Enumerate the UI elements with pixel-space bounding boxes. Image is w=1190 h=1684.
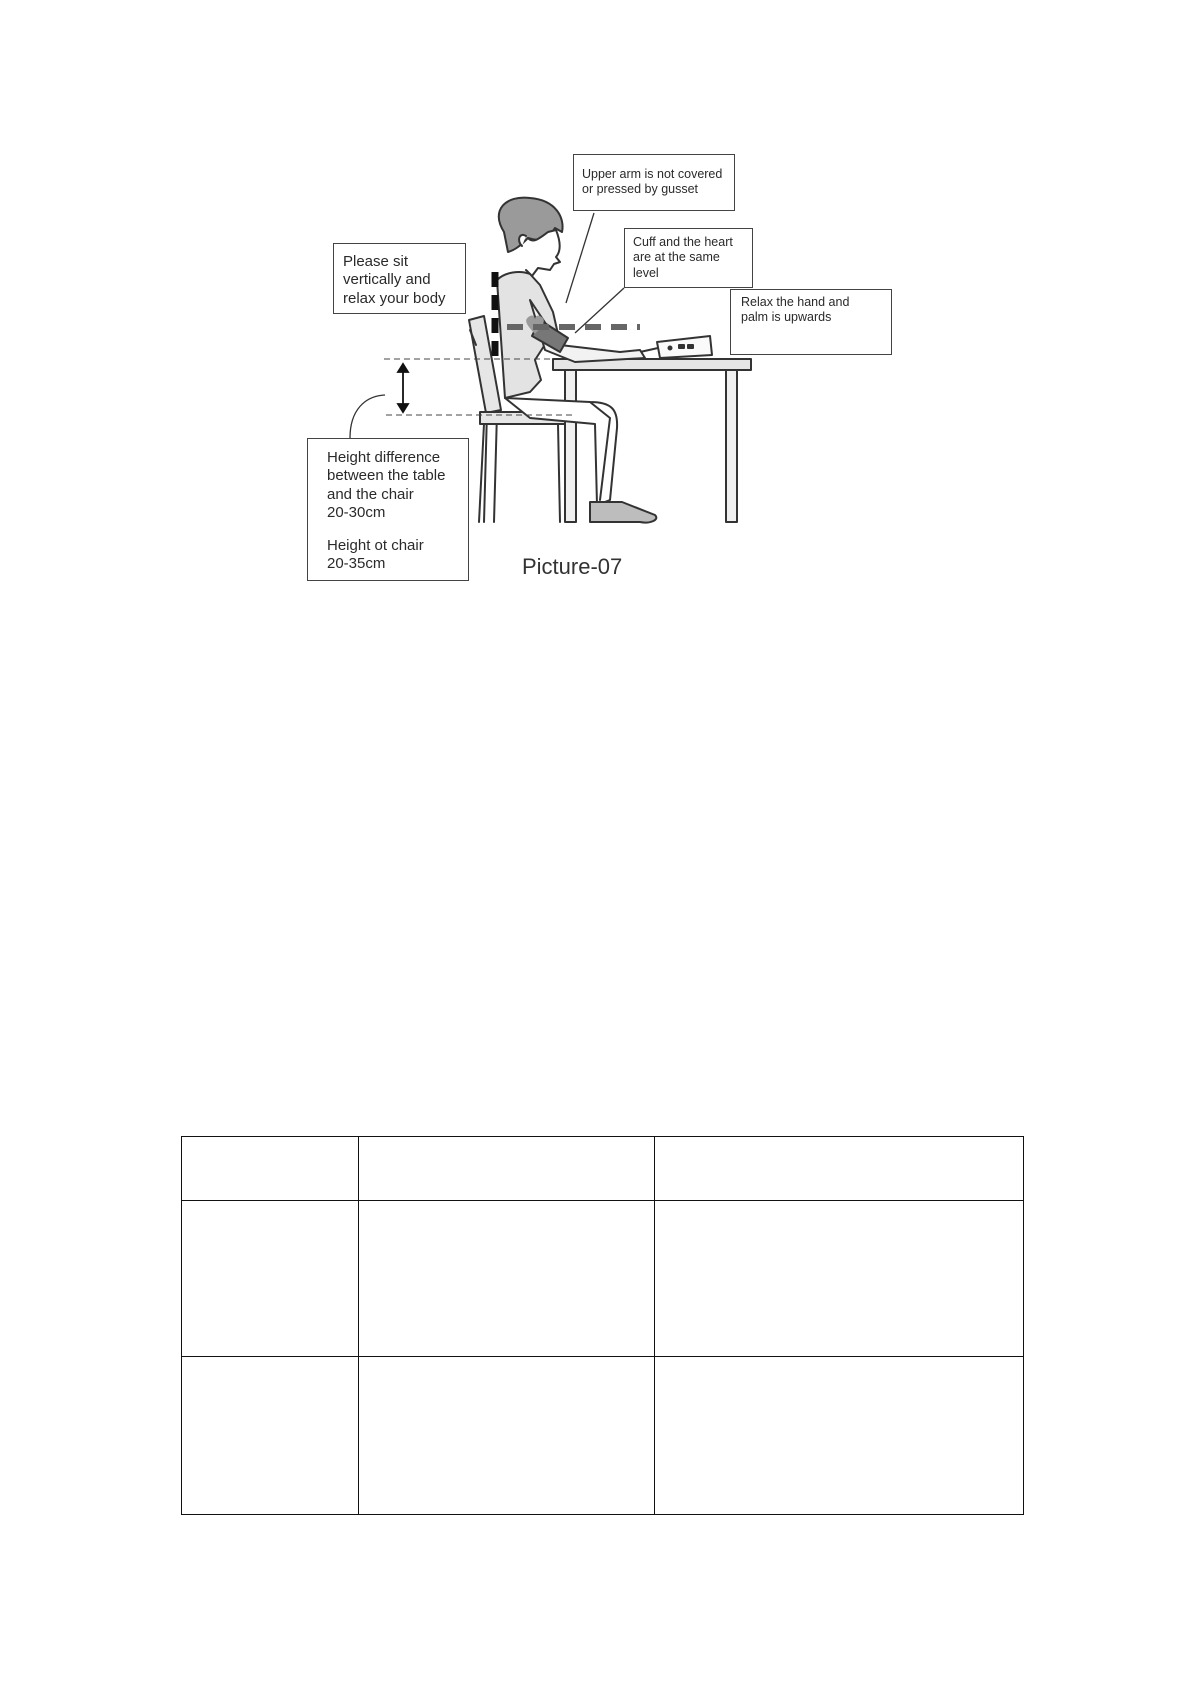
- table-cell: [655, 1137, 1024, 1201]
- table-cell: [182, 1137, 359, 1201]
- callout-text: Upper arm is not covered: [582, 167, 723, 181]
- callout-text: Cuff and the heart: [633, 235, 733, 249]
- table-cell: [182, 1357, 359, 1515]
- posture-illustration: [0, 0, 1190, 600]
- callout-cuff-heart-level: [624, 228, 753, 288]
- callout-text: 20-35cm: [327, 555, 386, 573]
- spacer: [327, 522, 449, 537]
- callout-text: palm is upwards: [741, 310, 832, 325]
- callout-text: between the table: [327, 467, 446, 485]
- callout-height: [307, 438, 469, 581]
- callout-text: Height difference: [327, 449, 441, 466]
- table-row: [182, 1201, 1024, 1357]
- callout-text: are at the same: [633, 250, 720, 265]
- table-cell: [182, 1201, 359, 1357]
- table-cell: [359, 1201, 655, 1357]
- callout-text: vertically and: [343, 271, 431, 289]
- data-table: [181, 1136, 1024, 1515]
- callout-text: or pressed by gusset: [582, 182, 699, 197]
- bp-monitor-device: [640, 336, 712, 358]
- table-cell: [655, 1357, 1024, 1515]
- table-row: [182, 1357, 1024, 1515]
- callout-text: relax your body: [343, 289, 446, 307]
- callout-text: Please sit: [343, 253, 409, 270]
- callout-text: 20-30cm: [327, 503, 386, 521]
- table-cell: [359, 1357, 655, 1515]
- table-cell: [359, 1137, 655, 1201]
- table-row: [182, 1137, 1024, 1201]
- height-arrow: [398, 364, 408, 412]
- callout-text: Height ot chair: [327, 537, 424, 555]
- callout-relax-hand: [730, 289, 892, 355]
- callout-text: and the chair: [327, 485, 414, 503]
- figure-caption: Picture-07: [522, 554, 623, 579]
- callout-text: level: [633, 265, 659, 280]
- callout-text: Relax the hand and: [741, 295, 850, 309]
- callout-upper-arm: [573, 154, 735, 211]
- table-cell: [655, 1201, 1024, 1357]
- table: [553, 359, 751, 522]
- callout-sit-upright: [333, 243, 466, 314]
